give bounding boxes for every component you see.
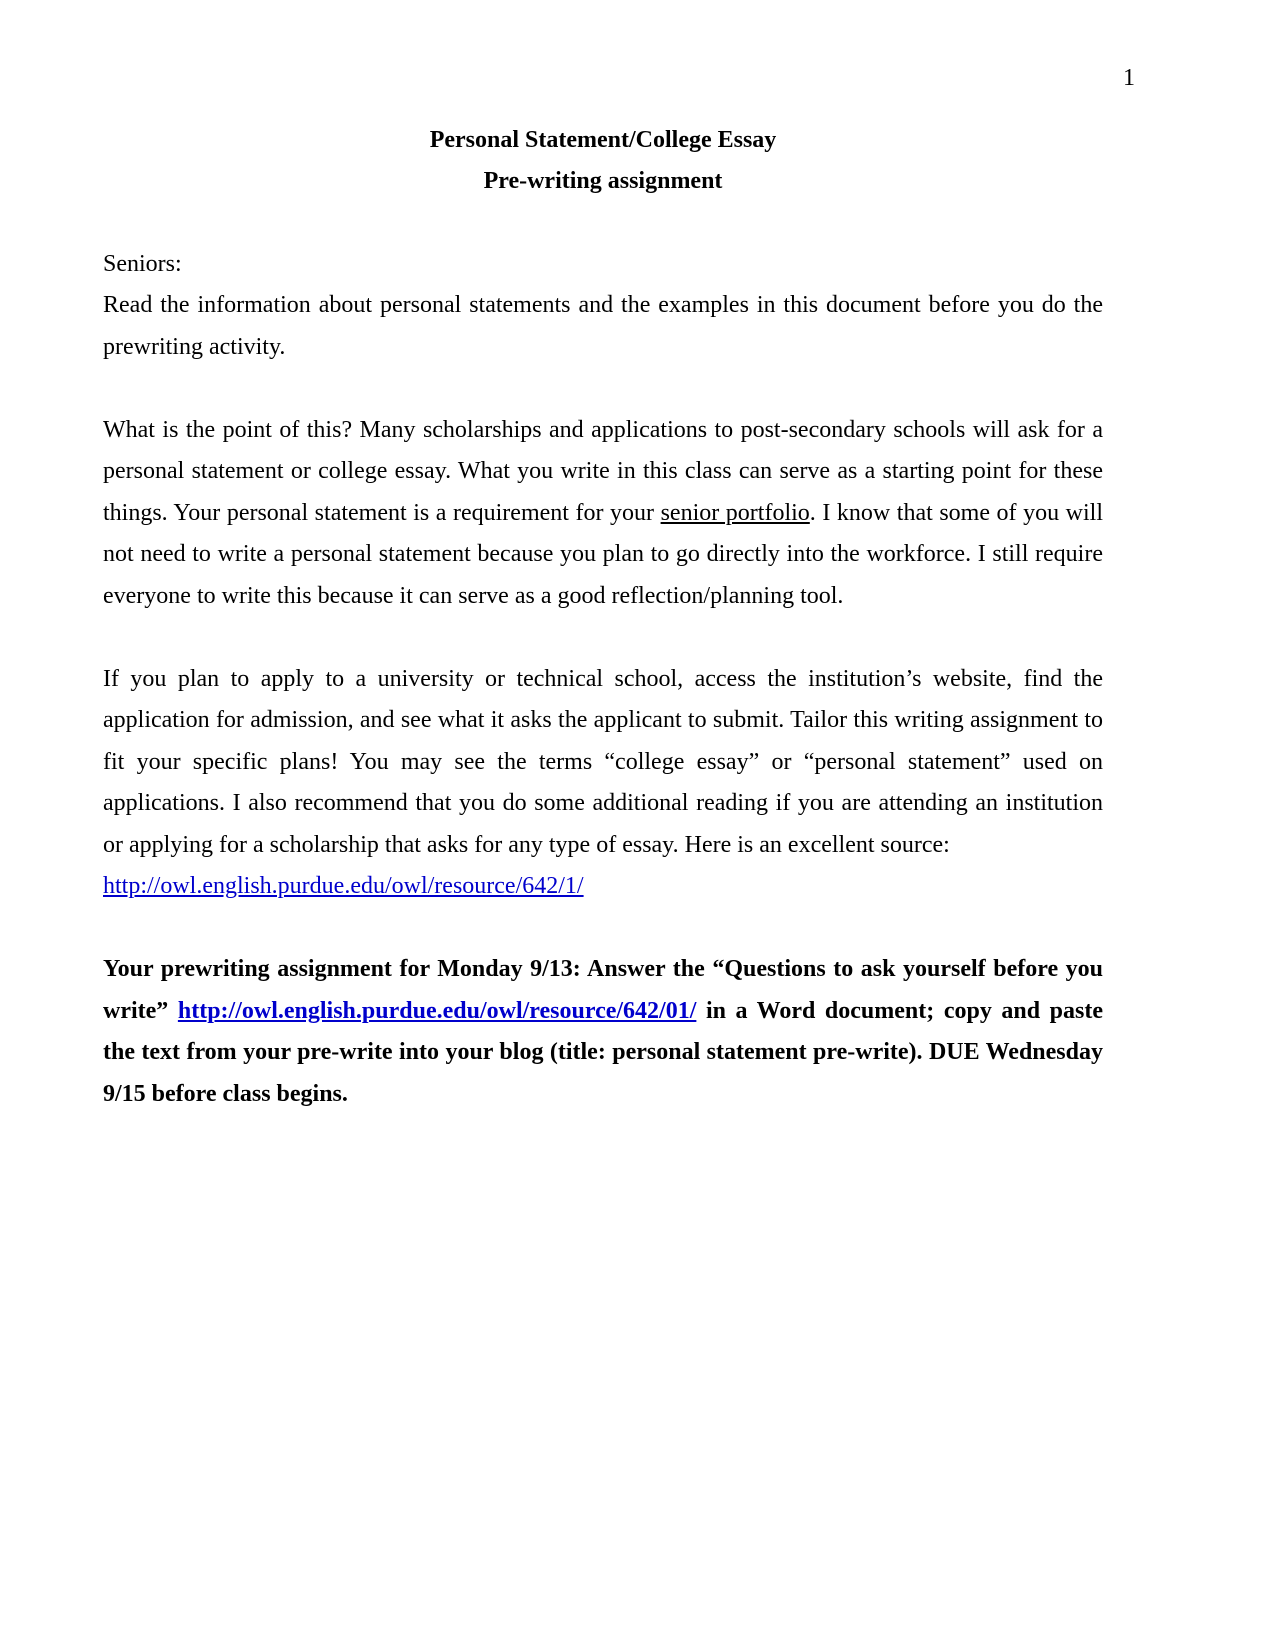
assignment-part2: in a Word document; copy and paste the text from your pre-write into your blog (title: personal statement pre-write). DUE Wednesday 9/15 before class begins. (103, 997, 1104, 1107)
purdue-owl-questions-link[interactable]: http://owl.english.purdue.edu/owl/resource/642/01/ (177, 997, 697, 1024)
spacer-after-title (103, 202, 1103, 244)
assignment-paragraph (103, 949, 1103, 1115)
page-number: 1 (1123, 65, 1135, 91)
paragraph-purpose-part1: What is the point of this? Many scholarships and applications to post-secondary schools will ask for a personal statement or college essay. What you write in this class can serve as a starting point for these things. Your personal statement is a requirement for your (103, 416, 1103, 526)
source-link-line (103, 866, 1103, 908)
purdue-owl-link[interactable]: http://owl.english.purdue.edu/owl/resource/642/1/ (103, 873, 584, 899)
spacer-1 (103, 368, 1103, 410)
paragraph-purpose-part2: . I know that some of you will not need to write a personal statement because you plan to go directly into the workforce. I still require everyone to write this because it can serve as a good reflection/planning tool. (103, 499, 1104, 609)
salutation: Seniors: (103, 250, 182, 277)
paragraph-purpose (103, 410, 1103, 618)
title-line-1: Personal Statement/College Essay (429, 127, 777, 153)
assignment-part1: Your prewriting assignment for Monday 9/13: Answer the “Questions to ask yourself before you write” (103, 956, 1103, 1024)
paragraph-research (103, 659, 1103, 867)
spacer-3 (103, 908, 1103, 950)
document-title (103, 120, 1103, 202)
title-line-2: Pre-writing assignment (483, 168, 723, 194)
intro-paragraph: Read the information about personal statements and the examples in this document before you do the prewriting activity. (103, 292, 1103, 360)
senior-portfolio-underlined-phrase: senior portfolio (660, 499, 810, 526)
document-body (103, 120, 1103, 1115)
paragraph-research-text: If you plan to apply to a university or technical school, access the institution’s website, find the application for admission, and see what it asks the applicant to submit. Tailor this writing assignment to fit your specific plans! You may see the terms “college essay” or “personal statement” used on applications. I also recommend that you do some additional reading if you are attending an institution or applying for a scholarship that asks for any type of essay. Here is an excellent source: (103, 665, 1103, 858)
spacer-2 (103, 617, 1103, 659)
